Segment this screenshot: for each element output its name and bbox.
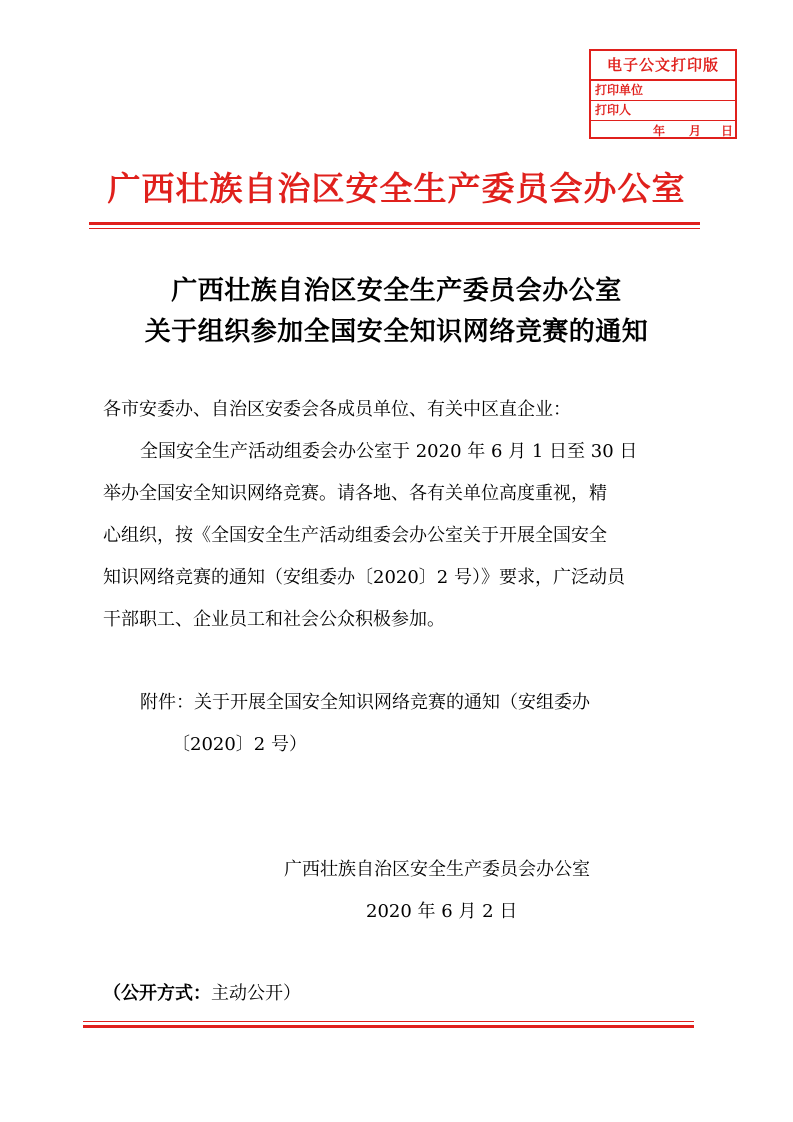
masthead: 广西壮族自治区安全生产委员会办公室 xyxy=(107,169,686,208)
print-stamp xyxy=(589,49,737,139)
salutation: 各市安委办、自治区安委会各成员单位、有关中区直企业： xyxy=(103,399,571,420)
attachment-line-2: 〔2020〕2 号） xyxy=(172,734,307,755)
attachment-line-1: 附件：关于开展全国安全知识网络竞赛的通知（安组委办 xyxy=(140,692,590,713)
stamp-unit-row xyxy=(591,81,735,101)
body-line-1: 全国安全生产活动组委会办公室于 2020 年 6 月 1 日至 30 日 xyxy=(140,441,638,462)
footer-rule-thick xyxy=(83,1025,694,1028)
masthead-rule-thin xyxy=(89,228,700,229)
stamp-person-row xyxy=(591,101,735,121)
footer-rule-thin xyxy=(83,1021,694,1022)
body-line-3: 心组织，按《全国安全生产活动组委会办公室关于开展全国安全 xyxy=(103,525,607,546)
stamp-day: 日 xyxy=(721,124,734,138)
stamp-title: 电子公文打印版 xyxy=(591,51,735,81)
signature-org: 广西壮族自治区安全生产委员会办公室 xyxy=(284,859,590,880)
stamp-person-label: 打印人 xyxy=(595,103,632,117)
body-line-5: 干部职工、企业员工和社会公众积极参加。 xyxy=(103,609,445,630)
document-title-line2: 关于组织参加全国安全知识网络竞赛的通知 xyxy=(144,317,649,347)
stamp-date-row xyxy=(591,121,735,141)
stamp-month: 月 xyxy=(689,124,702,138)
signature-date: 2020 年 6 月 2 日 xyxy=(366,901,518,922)
stamp-unit-label: 打印单位 xyxy=(595,83,644,97)
disclosure-label: （公开方式： xyxy=(103,983,211,1004)
disclosure-value: 主动公开） xyxy=(211,983,301,1004)
body-line-2: 举办全国安全知识网络竞赛。请各地、各有关单位高度重视，精 xyxy=(103,483,607,504)
stamp-year: 年 xyxy=(653,124,666,138)
body-line-4: 知识网络竞赛的通知（安组委办〔2020〕2 号）》要求，广泛动员 xyxy=(103,567,625,588)
disclosure-line xyxy=(103,981,301,1007)
masthead-rule-thick xyxy=(89,222,700,225)
document-title-line1: 广西壮族自治区安全生产委员会办公室 xyxy=(171,276,622,306)
